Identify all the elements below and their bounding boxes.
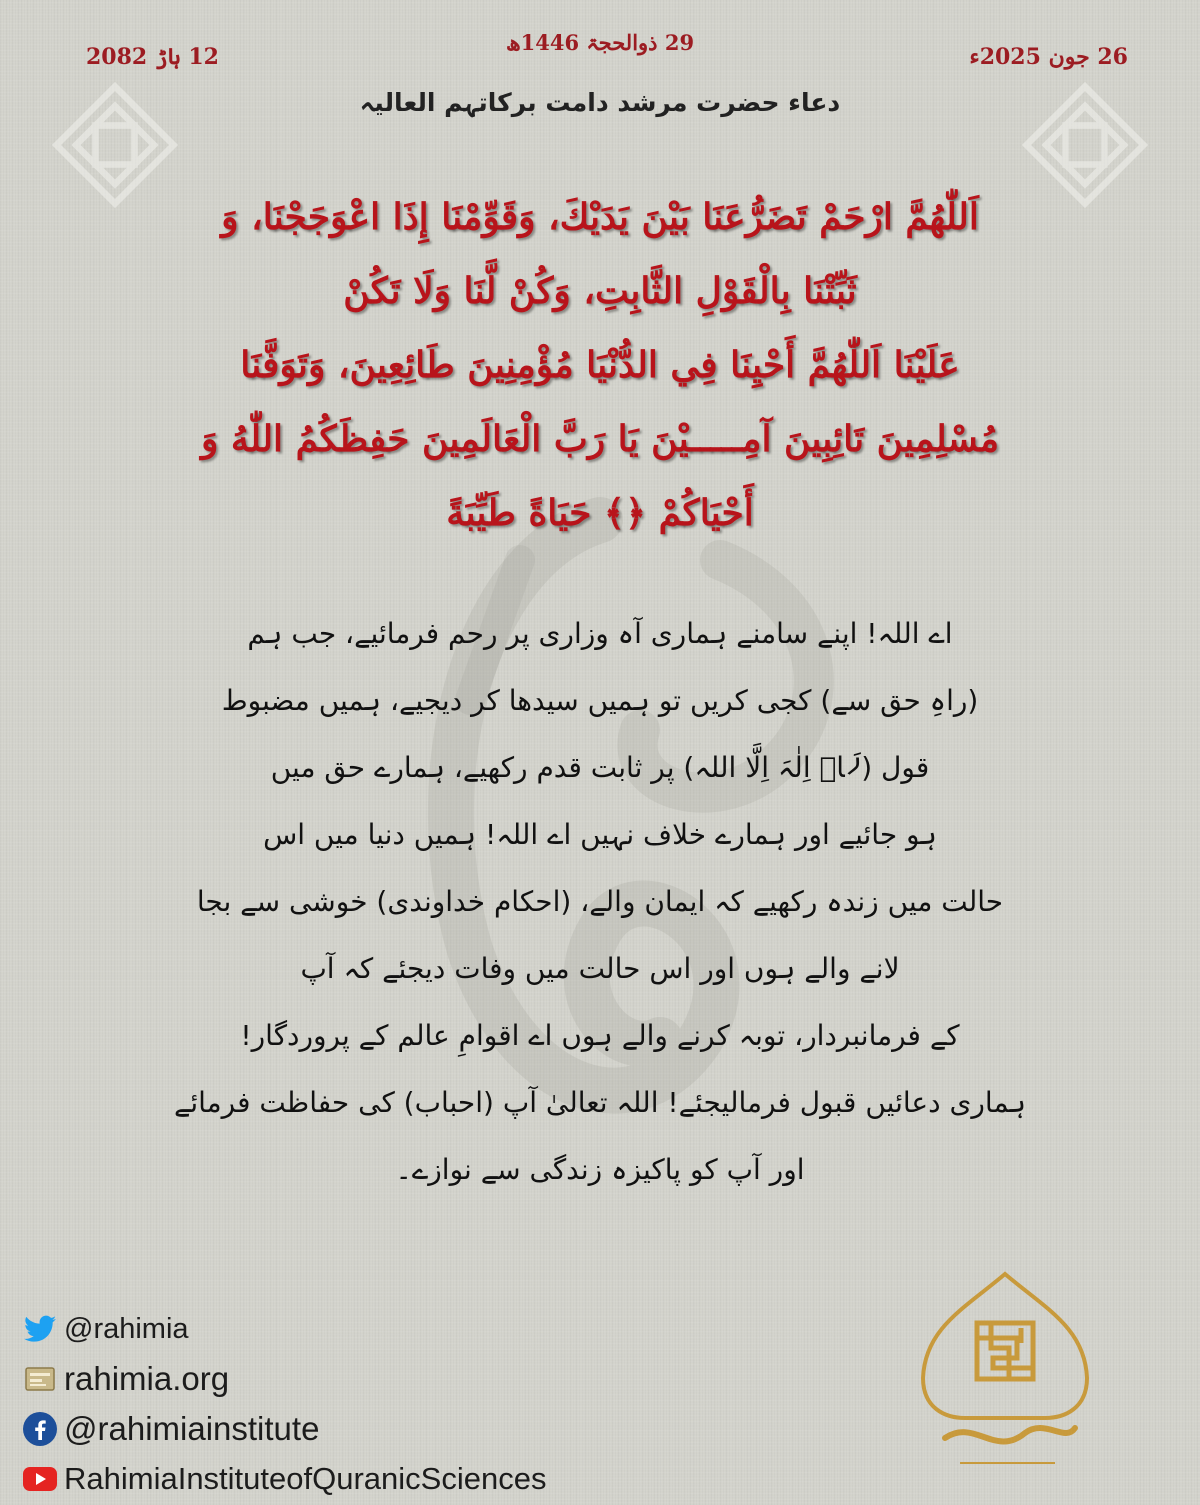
urdu-line: حالت میں زندہ رکھیے کہ ایمان والے، (احکام خداوندی) خوشی سے بجا: [196, 885, 1004, 918]
arabic-dua: [130, 180, 1070, 550]
web-icon: [22, 1361, 58, 1397]
urdu-line: قول (لَاۤ اِلٰہَ اِلَّا اللہ) پر ثابت قدم رکھیے، ہمارے حق میں: [270, 751, 930, 784]
youtube-channel: RahimiaInstituteofQuranicSciences: [64, 1461, 547, 1496]
twitter-icon: [22, 1311, 58, 1347]
urdu-line: ہو جائیے اور ہمارے خلاف نہیں اے اللہ! ہمیں دنیا میں اس: [263, 818, 937, 851]
facebook-icon: [22, 1411, 58, 1447]
page-title: دعاء حضرت مرشد دامت برکاتہم العالیہ: [359, 88, 841, 117]
facebook-link[interactable]: [22, 1405, 662, 1453]
urdu-translation: [170, 600, 1030, 1203]
arabic-line: مُسْلِمِينَ تَائِبِينَ آمِـــــيْنَ يَا رَبَّ الْعَالَمِينَ حَفِظَكُمُ اللّٰهُ وَ: [200, 418, 1000, 460]
urdu-line: (راہِ حق سے) کجی کریں تو ہمیں سیدھا کر دیجیے، ہمیں مضبوط: [221, 684, 979, 717]
urdu-line: اور آپ کو پاکیزہ زندگی سے نوازے۔: [395, 1153, 805, 1186]
youtube-link[interactable]: [22, 1455, 662, 1503]
arabic-line: أَحْيَاكُمْ ﴿﴾ حَيَاةً طَيِّبَةً: [446, 492, 754, 534]
rahimia-logo-icon: [905, 1268, 1105, 1478]
urdu-line: کے فرمانبردار، توبہ کرنے والے ہوں اے اقوامِ عالم کے پروردگار!: [240, 1019, 960, 1052]
youtube-icon: [22, 1461, 58, 1497]
twitter-link[interactable]: [22, 1305, 662, 1353]
facebook-handle: @rahimiainstitute: [64, 1410, 320, 1447]
gregorian-date: 26 جون 2025ء: [969, 44, 1128, 70]
hijri-date: 29 ذوالحجۃ 1446ھ: [505, 30, 695, 55]
website-link[interactable]: [22, 1355, 662, 1403]
urdu-line: ہماری دعائیں قبول فرمالیجئے! اللہ تعالیٰ آپ (احباب) کی حفاظت فرمائے: [173, 1086, 1027, 1119]
bikrami-date: 12 ہاڑ 2082: [86, 44, 219, 70]
arabic-line: ثَبِّتْنَا بِالْقَوْلِ الثَّابِتِ، وَكُنْ لَّنَا وَلَا تَكُنْ: [343, 270, 857, 312]
urdu-line: لانے والے ہوں اور اس حالت میں وفات دیجئے کہ آپ: [300, 952, 900, 985]
website-url: rahimia.org: [64, 1360, 230, 1397]
urdu-line: اے اللہ! اپنے سامنے ہماری آہ وزاری پر رحم فرمائیے، جب ہم: [247, 617, 953, 650]
social-links: [22, 1305, 662, 1505]
arabic-line: اَللّٰهُمَّ ارْحَمْ تَضَرُّعَنَا بَيْنَ يَدَيْكَ، وَقَوِّمْنَا إِذَا اعْوَجَجْنَا، وَ: [221, 196, 979, 238]
rahimia-logo: [905, 1268, 1105, 1478]
arabic-line: عَلَيْنَا اَللّٰهُمَّ أَحْيِنَا فِي الدُّنْيَا مُؤْمِنِينَ طَائِعِينَ، وَتَوَفَّنَا: [240, 344, 960, 386]
twitter-handle: @rahimia: [64, 1312, 189, 1345]
